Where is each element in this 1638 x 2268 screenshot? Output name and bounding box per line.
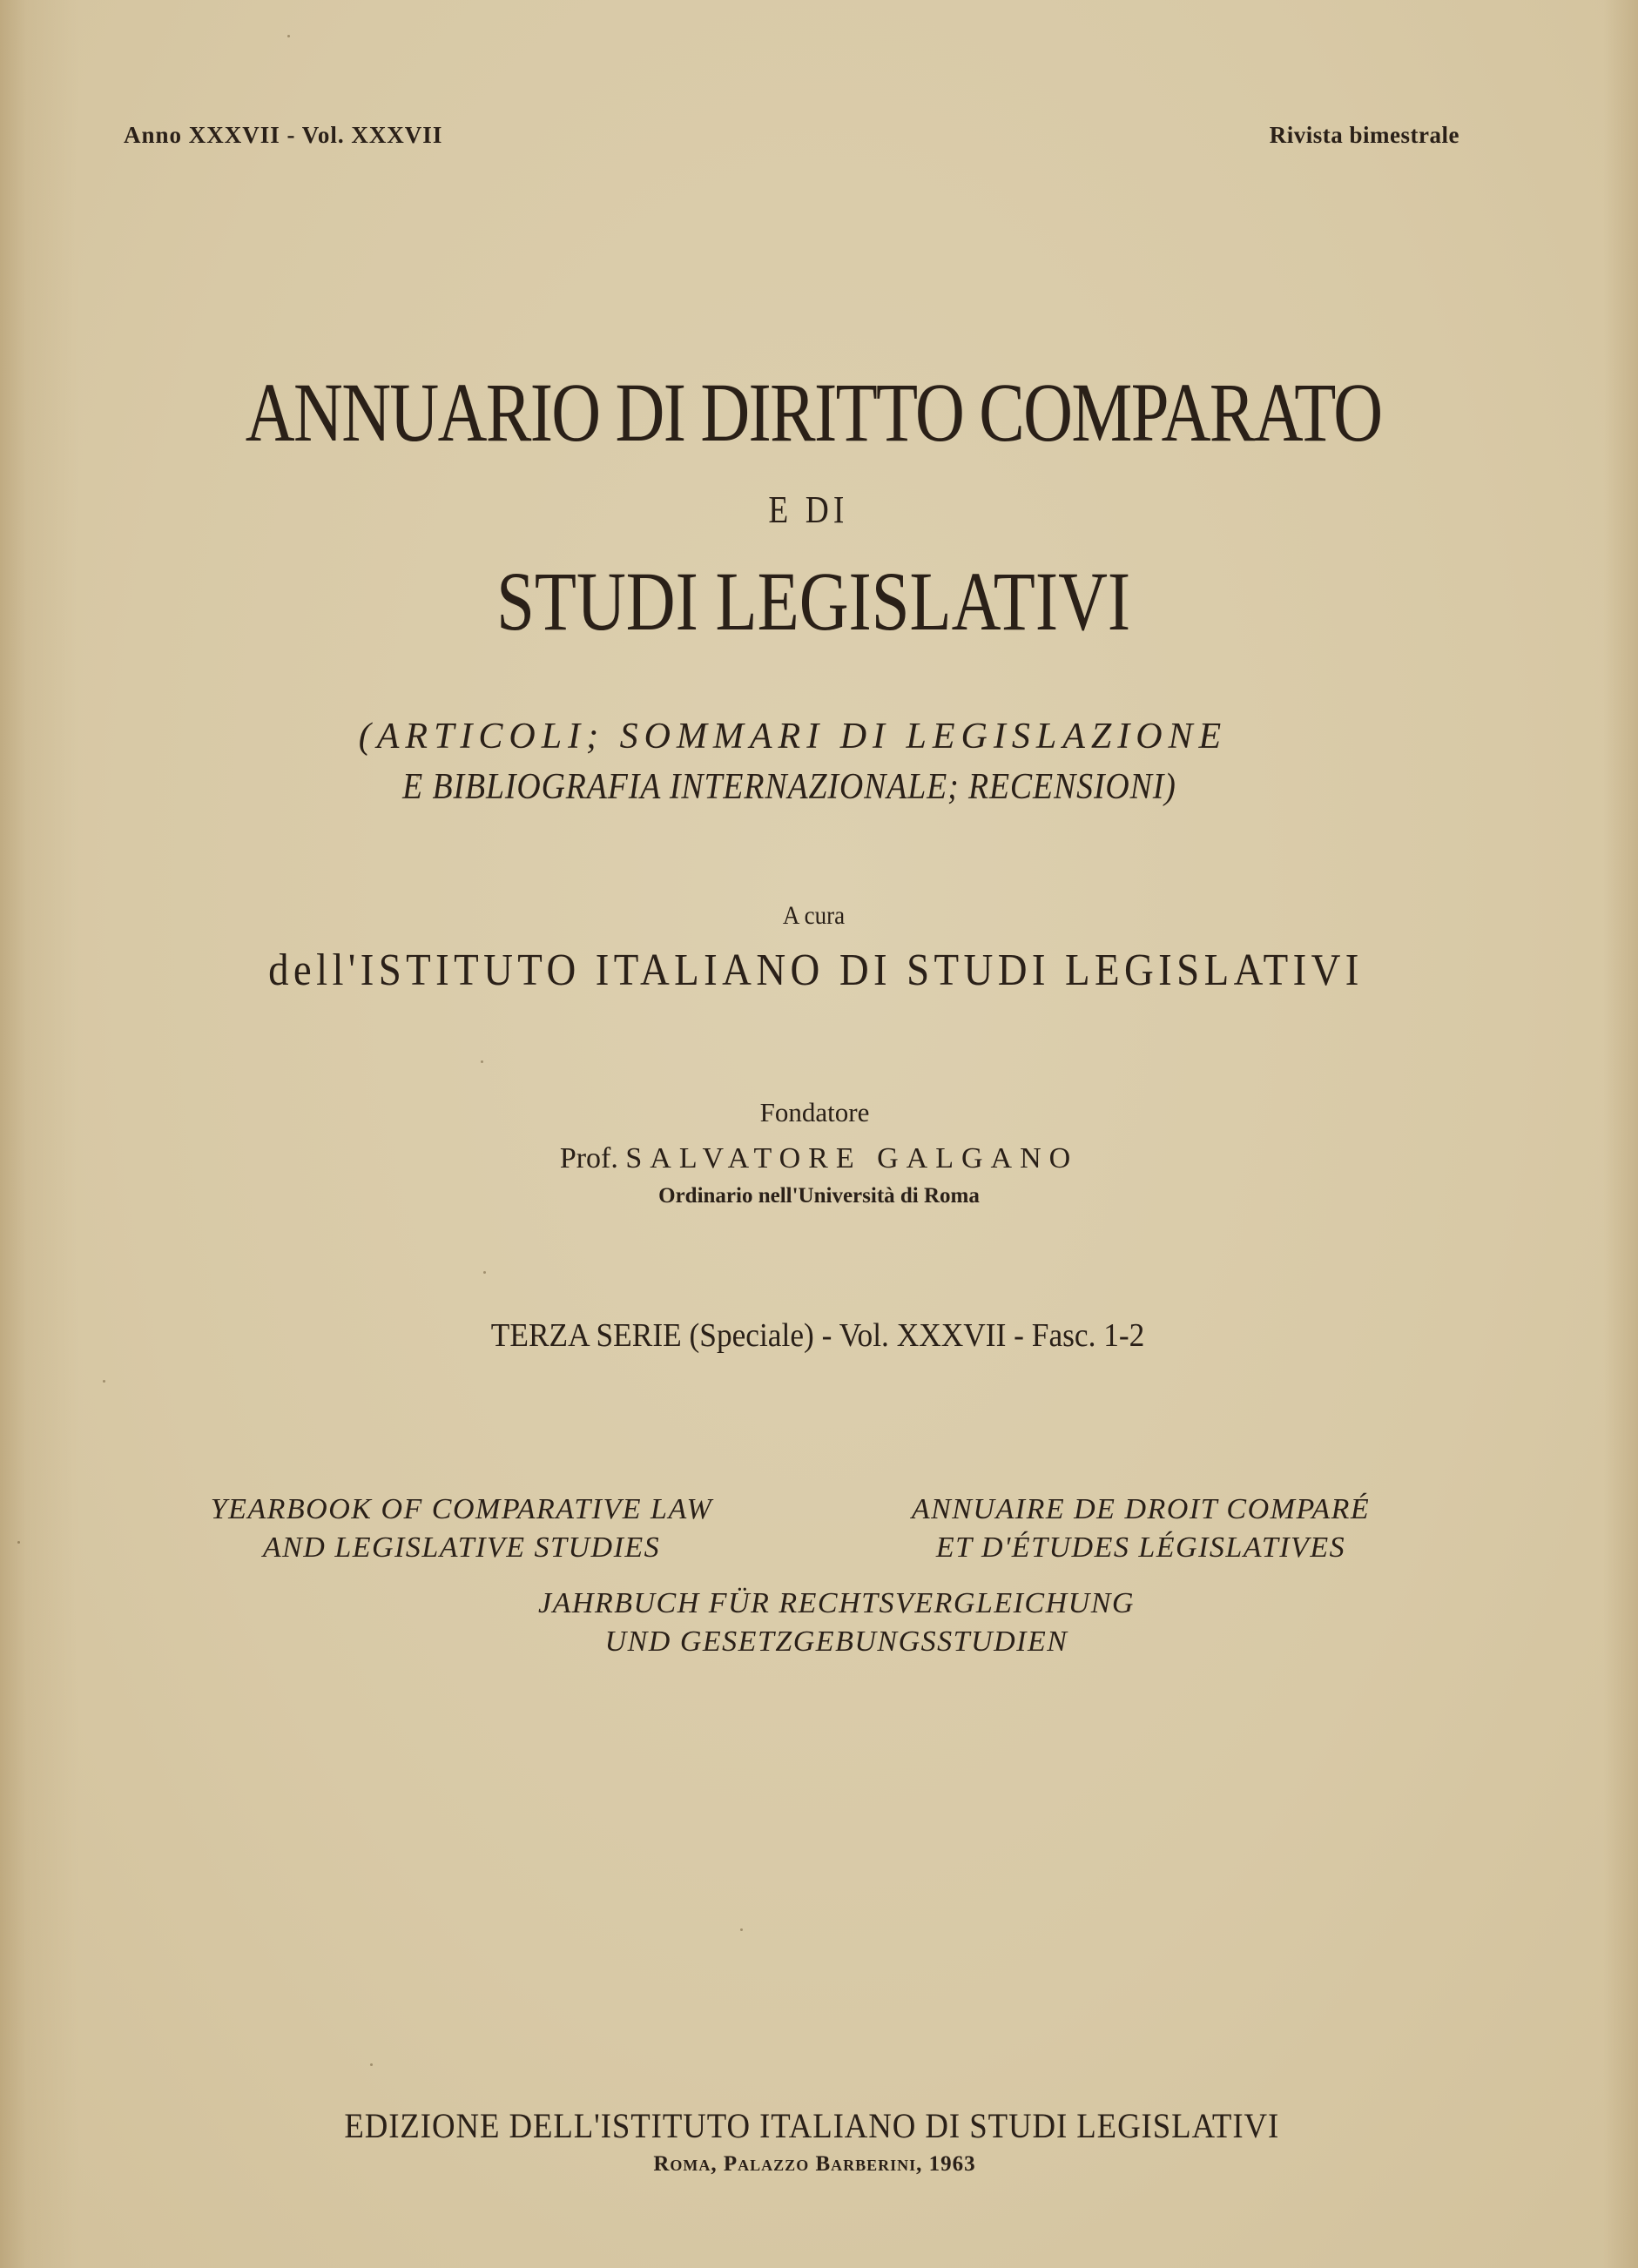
founder-prefix: Prof. bbox=[559, 1142, 618, 1174]
founder-position: Ordinario nell'Università di Roma bbox=[658, 1184, 980, 1208]
paper-speck bbox=[17, 1541, 20, 1544]
translation-english bbox=[157, 1493, 766, 1570]
founder-full-name: SALVATORE GALGANO bbox=[625, 1142, 1079, 1174]
subtitle-line2: E BIBLIOGRAFIA INTERNAZIONALE; RECENSIONI) bbox=[402, 767, 1176, 807]
volume-header: Anno XXXVII - Vol. XXXVII bbox=[124, 122, 443, 148]
translation-line: ANNUAIRE DE DROIT COMPARÉ bbox=[911, 1493, 1371, 1525]
periodicity-label: Rivista bimestrale bbox=[1269, 122, 1459, 148]
translation-line: YEARBOOK OF COMPARATIVE LAW bbox=[210, 1493, 713, 1525]
series-name: TERZA SERIE bbox=[490, 1317, 682, 1354]
publisher-place-date: Roma, Palazzo Barberini, 1963 bbox=[653, 2152, 976, 2176]
series-separator: - bbox=[821, 1317, 832, 1354]
translation-line: AND LEGISLATIVE STUDIES bbox=[262, 1531, 661, 1564]
series-qualifier: (Speciale) bbox=[689, 1317, 814, 1354]
translation-line: ET D'ÉTUDES LÉGISLATIVES bbox=[935, 1531, 1346, 1564]
translation-german bbox=[17, 1587, 1638, 1664]
paper-speck bbox=[103, 1380, 105, 1383]
founder-name bbox=[0, 1142, 1638, 1175]
paper-speck bbox=[483, 1271, 486, 1274]
paper-speck bbox=[370, 2063, 373, 2066]
series-info bbox=[56, 1316, 1579, 1355]
paper-speck bbox=[287, 35, 290, 37]
paper-speck bbox=[416, 775, 419, 777]
translation-french bbox=[862, 1493, 1419, 1570]
series-volume: Vol. XXXVII bbox=[839, 1317, 1007, 1354]
series-issue: Fasc. 1-2 bbox=[1031, 1317, 1145, 1354]
translation-line: UND GESETZGEBUNGSSTUDIEN bbox=[604, 1625, 1068, 1658]
journal-title-connector: E DI bbox=[768, 488, 849, 531]
founder-label: Fondatore bbox=[759, 1097, 870, 1127]
series-separator: - bbox=[1014, 1317, 1024, 1354]
paper-speck bbox=[740, 1928, 743, 1931]
translation-line: JAHRBUCH FÜR RECHTSVERGLEICHUNG bbox=[538, 1587, 1135, 1619]
editor-label: A cura bbox=[782, 901, 846, 930]
journal-title-line2: STUDI LEGISLATIVI bbox=[496, 555, 1131, 648]
paper-speck bbox=[481, 1060, 483, 1063]
subtitle-line1: (ARTICOLI; SOMMARI DI LEGISLAZIONE bbox=[358, 717, 1228, 757]
publisher-line: EDIZIONE DELL'ISTITUTO ITALIANO DI STUDI LEGISLATIVI bbox=[344, 2106, 1280, 2145]
editor-institute: dell'ISTITUTO ITALIANO DI STUDI LEGISLATIVI bbox=[268, 946, 1364, 995]
journal-title-line1: ANNUARIO DI DIRITTO COMPARATO bbox=[245, 366, 1382, 459]
